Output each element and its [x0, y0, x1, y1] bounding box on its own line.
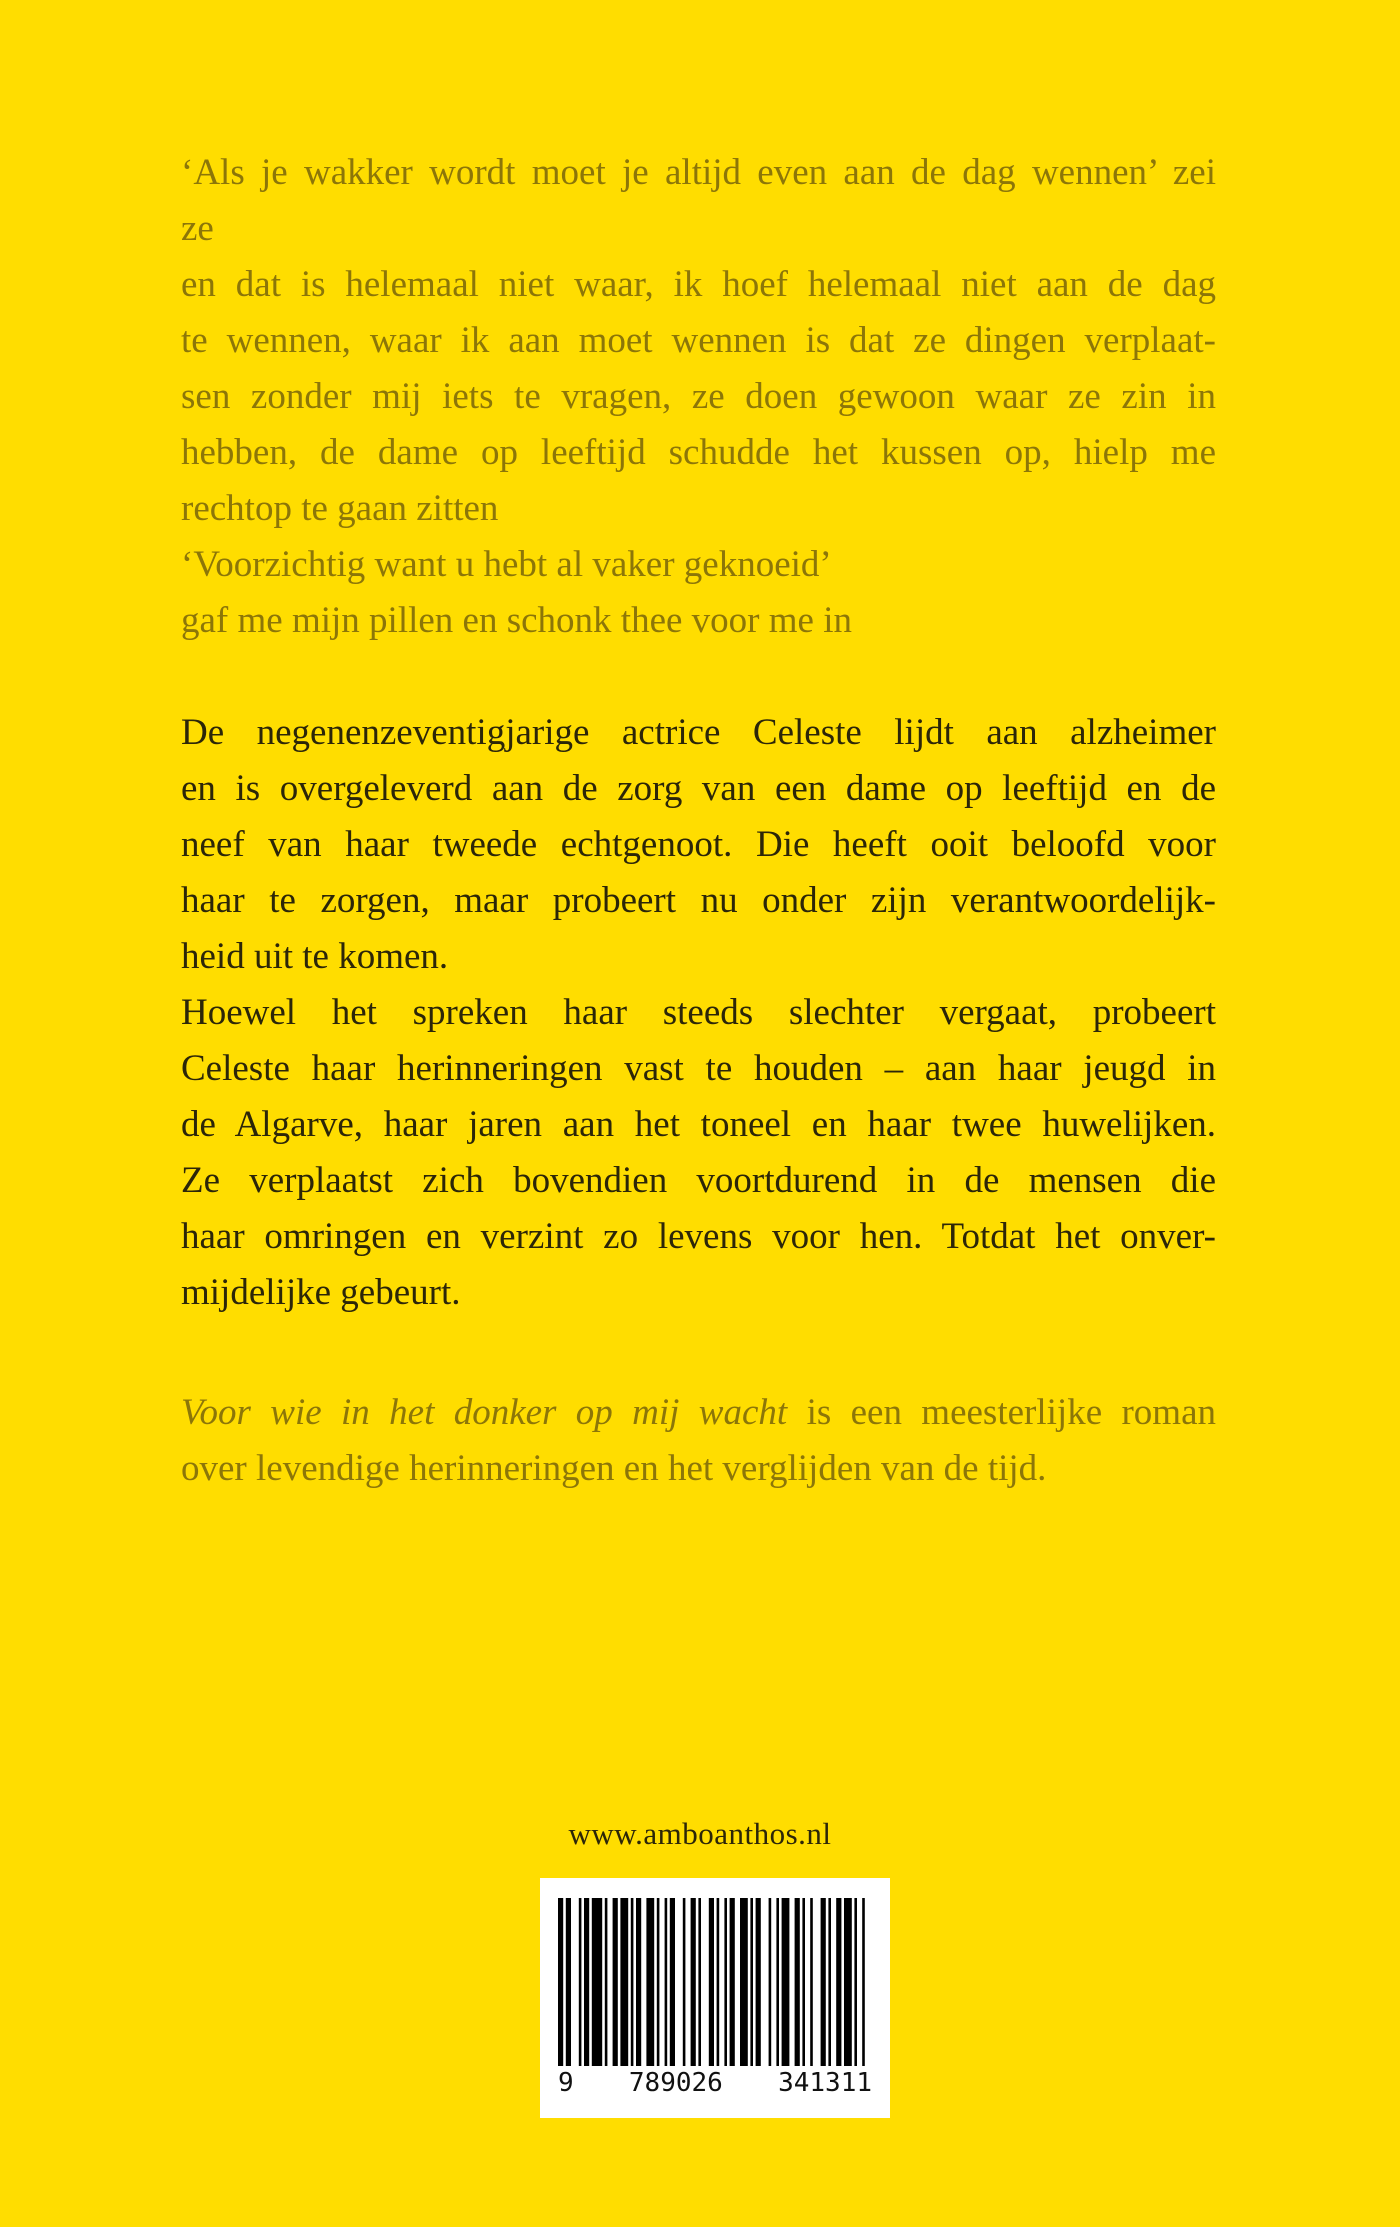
excerpt-line: ‘Voorzichtig want u hebt al vaker geknoeid’ — [181, 544, 832, 585]
closing-block — [181, 1385, 1216, 1497]
barcode-digits — [558, 2068, 872, 2098]
summary-line: heid uit te komen. — [181, 936, 449, 977]
summary-line: Hoewel het spreken haar steeds slechter vergaat, probeert — [181, 992, 1216, 1033]
book-title: Voor wie in het donker op mij wacht — [181, 1392, 788, 1433]
summary-line: haar te zorgen, maar probeert nu onder zijn verantwoordelijk- — [181, 880, 1216, 921]
summary-block — [181, 705, 1216, 1321]
barcode — [540, 1878, 890, 2118]
publisher-website: www.amboanthos.nl — [568, 1816, 832, 1851]
excerpt-block — [181, 145, 1216, 649]
summary-line: haar omringen en verzint zo levens voor hen. Totdat het onver- — [181, 1216, 1216, 1257]
barcode-digit-group: 341311 — [778, 2068, 872, 2098]
excerpt-line: gaf me mijn pillen en schonk thee voor me in — [181, 600, 852, 641]
excerpt-line: rechtop te gaan zitten — [181, 488, 499, 529]
closing-line-1-rest: is een meesterlijke roman — [787, 1392, 1217, 1433]
barcode-bars — [558, 1898, 872, 2066]
summary-line: De negenenzeventigjarige actrice Celeste lijdt aan alzheimer — [181, 712, 1216, 753]
closing-line-2: over levendige herinneringen en het verglijden van de tijd. — [181, 1448, 1047, 1489]
excerpt-line: ‘Als je wakker wordt moet je altijd even aan de dag wennen’ zei — [181, 152, 1216, 193]
excerpt-line: te wennen, waar ik aan moet wennen is dat ze dingen verplaat- — [181, 320, 1216, 361]
excerpt-line: ze — [181, 208, 214, 249]
excerpt-line: hebben, de dame op leeftijd schudde het kussen op, hielp me — [181, 432, 1216, 473]
excerpt-line: sen zonder mij iets te vragen, ze doen gewoon waar ze zin in — [181, 376, 1216, 417]
summary-line: en is overgeleverd aan de zorg van een dame op leeftijd en de — [181, 768, 1216, 809]
summary-line: mijdelijke gebeurt. — [181, 1272, 461, 1313]
summary-line: Ze verplaatst zich bovendien voortdurend in de mensen die — [181, 1160, 1216, 1201]
summary-line: neef van haar tweede echtgenoot. Die heeft ooit beloofd voor — [181, 824, 1216, 865]
closing-line-1 — [181, 1385, 1216, 1441]
barcode-digit-group: 789026 — [628, 2068, 723, 2098]
excerpt-line: en dat is helemaal niet waar, ik hoef helemaal niet aan de dag — [181, 264, 1216, 305]
summary-line: Celeste haar herinneringen vast te houden – aan haar jeugd in — [181, 1048, 1216, 1089]
summary-line: de Algarve, haar jaren aan het toneel en haar twee huwelijken. — [181, 1104, 1216, 1145]
barcode-digit-group: 9 — [558, 2068, 574, 2098]
